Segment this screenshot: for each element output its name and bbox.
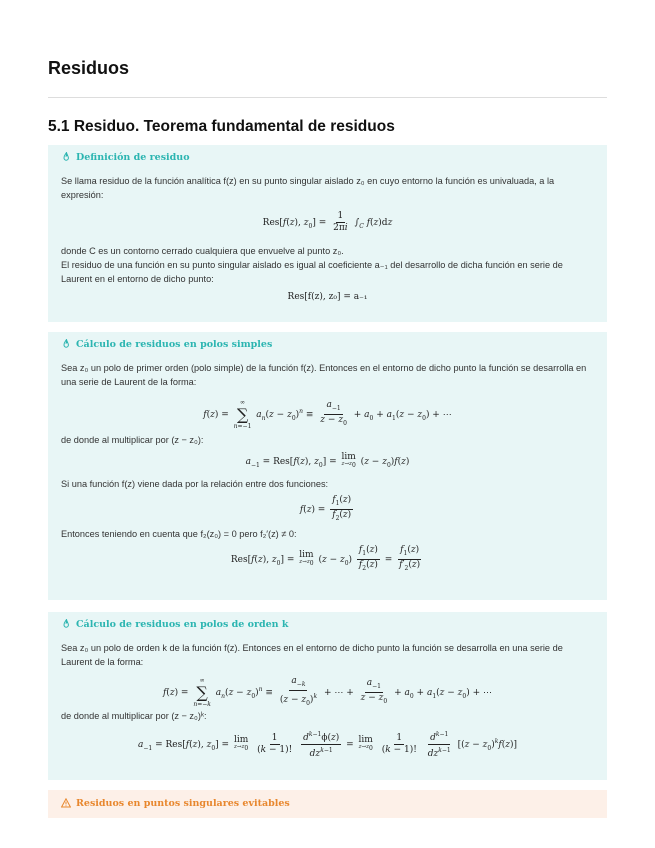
equation-laurent-simple: f(z) = ∞ ∑ n=−1 $a_n(z - z_0)^n$ ≡ $\frac{a_{-1}}{z - z_0}$ + $a_0 + a_1(z - z_0)$ + ⋯ — [203, 398, 452, 430]
callout-header[interactable] — [61, 332, 594, 356]
callout-paragraph: donde C es un contorno cerrado cualquiera que envuelve al punto z₀. — [61, 246, 344, 256]
title-divider — [48, 97, 607, 98]
page-title: Residuos — [48, 58, 130, 78]
callout-paragraph: Si una función f(z) viene dada por la relación entre dos funciones: — [61, 479, 329, 489]
callout-puntos-evitables — [48, 790, 607, 818]
equation-residue-quotient: Res[f(z), $z_0$] = lim $z\to z_0$ $(z - z_0)$ $\frac{f_1(z)}{f_2(z)}$ = $\frac{f_1(z)}{f'_2(z)}$ — [230, 545, 421, 572]
equation-residue-integral: Res[f(z), $z_0$] = $\frac{1}{2\pi i}$ $\int_C$ f(z)dz — [262, 211, 393, 233]
callout-title: Definición de residuo — [76, 151, 190, 163]
equation-residue-order-k: $a_{-1} = Res[f(z)$, $z_0$] = lim $z\to z_0$ $\frac{1}{(k - 1)!}$ $\frac{d^{k-1}\phi(z)}{dz^{k-1}}$ = lim $z\to z_0$ $\frac{1}{(k - 1)!}$ $\frac{d^{k-1}}{dz^{k-1}}$ $[(z - z_0)^kf(z)]$ — [138, 731, 517, 759]
callout-paragraph: El residuo de una función en su punto singular aislado es igual al coeficiente a₋₁ del desarrollo de dicha función en serie de Laurent en el entorno de dicho punto: — [61, 260, 563, 284]
tip-icon — [61, 619, 71, 629]
equation-quotient: f(z) = $\frac{f_1(z)}{f_2(z)}$ — [299, 495, 352, 522]
callout-title: Cálculo de residuos en polos de orden k — [76, 618, 289, 630]
callout-title: Cálculo de residuos en polos simples — [76, 338, 273, 350]
callout-paragraph: Entonces teniendo en cuenta que f₂(z₀) = 0 pero f₂′(z) ≠ 0: — [61, 529, 297, 539]
callout-paragraph: Sea z₀ un polo de primer orden (polo simple) de la función f(z). Entonces en el entorno de dicho punto la función se desarrolla en una serie de Laurent de la forma: — [61, 363, 587, 387]
callout-header[interactable] — [61, 790, 594, 816]
equation-residue-limit: $a_{-1} = Res[f(z)$, $z_0$] = lim $z\to z_0$ $(z - z_0)f(z)$ — [245, 451, 410, 470]
section-title: 5.1 Residuo. Teorema fundamental de residuos — [48, 118, 395, 135]
callout-header[interactable] — [61, 145, 594, 169]
callout-paragraph: de donde al multiplicar por (z − z₀): — [61, 435, 204, 445]
equation-laurent-order-k: f(z) = ∞ ∑ n=−k $a_n(z - z_0)^n$ ≡ $\frac{a_{-k}}{(z - z_0)^k}$ + ⋯ + $\frac{a_{-1}}{z - z_0}$ + $a_0 + a_1(z - z_0)$ + ⋯ — [162, 676, 493, 708]
tip-icon — [61, 339, 71, 349]
callout-polos-simples — [48, 332, 607, 600]
callout-paragraph: Sea z₀ un polo de orden k de la función f(z). Entonces en el entorno de dicho punto la función se desarrolla en una serie de Laurent de la forma: — [61, 643, 563, 667]
tip-icon — [61, 152, 71, 162]
callout-paragraph: Se llama residuo de la función analítica f(z) en su punto singular aislado z₀ en cuyo entorno la función es univaluada, a la expresión: — [61, 176, 555, 200]
equation-residue-coefficient: Res[f(z), z₀] = a₋₁ — [287, 292, 368, 302]
warning-icon — [61, 798, 71, 808]
callout-definicion-residuo — [48, 145, 607, 322]
callout-paragraph: de donde al multiplicar por (z − z₀)ᵏ: — [61, 711, 207, 721]
callout-polos-orden-k — [48, 612, 607, 780]
callout-header[interactable] — [61, 612, 594, 636]
callout-title: Residuos en puntos singulares evitables — [76, 797, 290, 809]
